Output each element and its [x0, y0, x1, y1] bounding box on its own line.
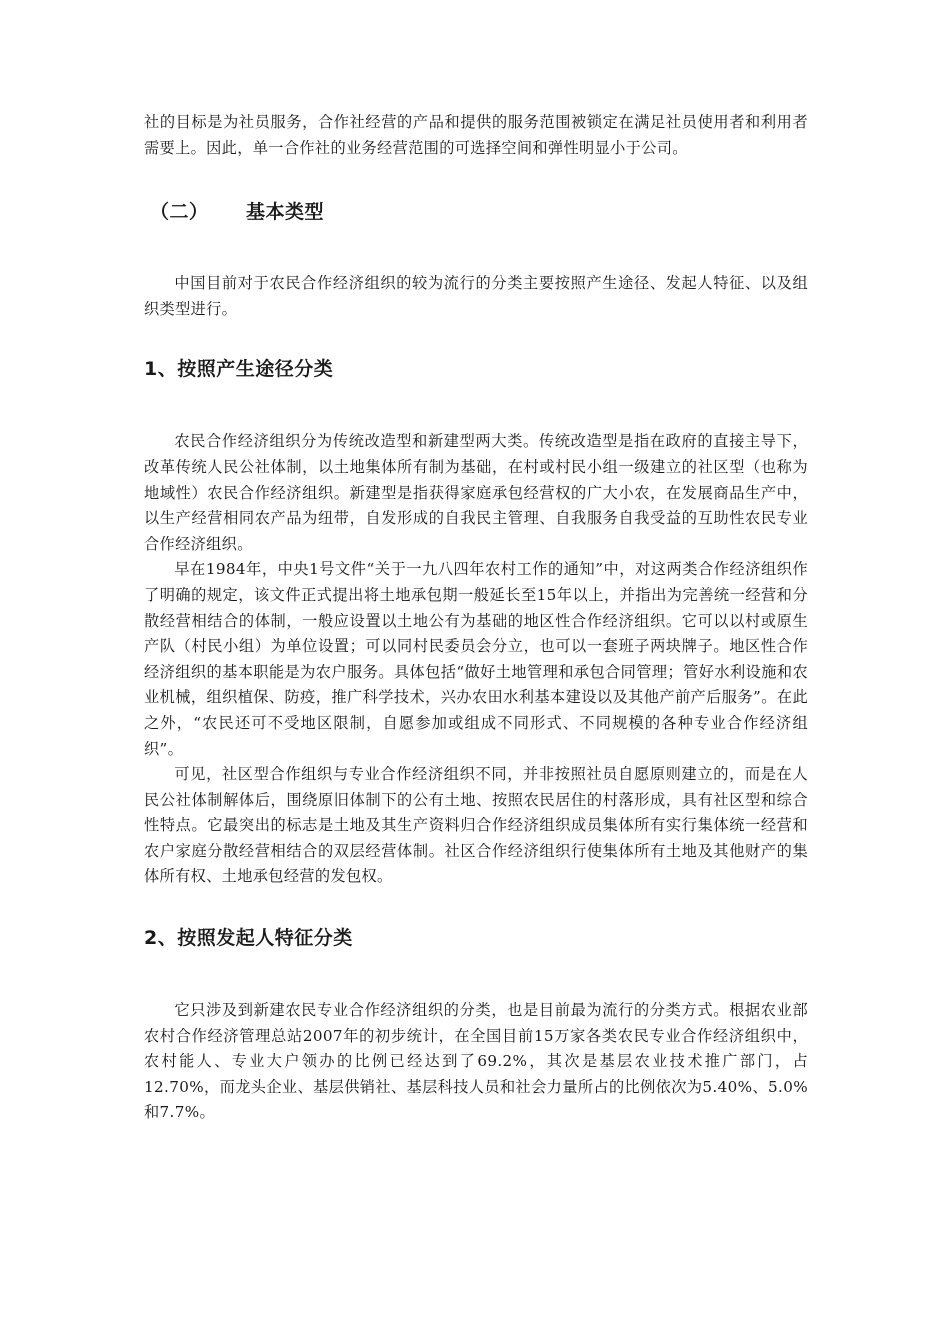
spacer: [144, 952, 808, 998]
paragraph: 可见，社区型合作组织与专业合作经济组织不同，并非按照社员自愿原则建立的，而是在人民公社体制解体后，围绕原旧体制下的公有土地、按照农民居住的村落形成，具有社区型和综合性特点。它最突出的标志是土地及其生产资料归合作经济组织成员集体所有实行集体统一经营和农户家庭分散经营相结合的双层经营体制。社区合作经济组织行使集体所有土地及其他财产的集体所有权、土地承包经营的发包权。: [144, 765, 808, 886]
intro-paragraph: 社的目标是为社员服务，合作社经营的产品和提供的服务范围被锁定在满足社员使用者和利用者需要上。因此，单一合作社的业务经营范围的可选择空间和弹性明显小于公司。: [144, 113, 808, 157]
section-heading: [144, 199, 808, 225]
paragraph: 它只涉及到新建农民专业合作经济组织的分类，也是目前最为流行的分类方式。根据农业部农村合作经济管理总站2007年的初步统计，在全国目前15万家各类农民专业合作经济组织中，农村能人、专业大户领办的比例已经达到了69.2%，其次是基层农业技术推广部门，占12.70%，而龙头企业、基层供销社、基层科技人员和社会力量所占的比例依次为5.40%、5.0%和7.7%。: [144, 1001, 808, 1122]
paragraph: 农民合作经济组织分为传统改造型和新建型两大类。传统改造型是指在政府的直接主导下，改革传统人民公社体制，以土地集体所有制为基础，在村或村民小组一级建立的社区型（也称为地域性）农民合作经济组织。新建型是指获得家庭承包经营权的广大小农，在发展商品生产中，以生产经营相同农产品为纽带，自发形成的自我民主管理、自我服务自我受益的互助性农民专业合作经济组织。: [144, 432, 808, 553]
subsection-heading-1: 1、按照产生途径分类: [144, 358, 334, 381]
section-number: （二）: [150, 201, 209, 224]
section-paragraph: 中国目前对于农民合作经济组织的较为流行的分类主要按照产生途径、发起人特征、以及组织类型进行。: [144, 274, 808, 318]
section-title: 基本类型: [246, 201, 325, 224]
spacer: [144, 383, 808, 429]
spacer: [144, 225, 808, 271]
document-body: [144, 110, 808, 1126]
spacer: [144, 161, 808, 199]
spacer: [144, 890, 808, 924]
paragraph: 早在1984年，中央1号文件“关于一九八四年农村工作的通知”中，对这两类合作经济组织作了明确的规定，该文件正式提出将土地承包期一般延长至15年以上，并指出为完善统一经营和分散经营相结合的体制，一般应设置以土地公有为基础的地区性合作经济组织。它可以以村或原生产队（村民小组）为单位设置；可以同村民委员会分立，也可以一套班子两块牌子。地区性合作经济组织的基本职能是为农户服务。具体包括“做好土地管理和承包合同管理；管好水利设施和农业机械，组织植保、防疫，推广科学技术，兴办农田水利基本建设以及其他产前产后服务”。在此之外，“农民还可不受地区限制，自愿参加或组成不同形式、不同规模的各种专业合作经济组织”。: [144, 560, 808, 758]
spacer: [144, 322, 808, 355]
subsection-heading-2: 2、按照发起人特征分类: [144, 927, 353, 950]
